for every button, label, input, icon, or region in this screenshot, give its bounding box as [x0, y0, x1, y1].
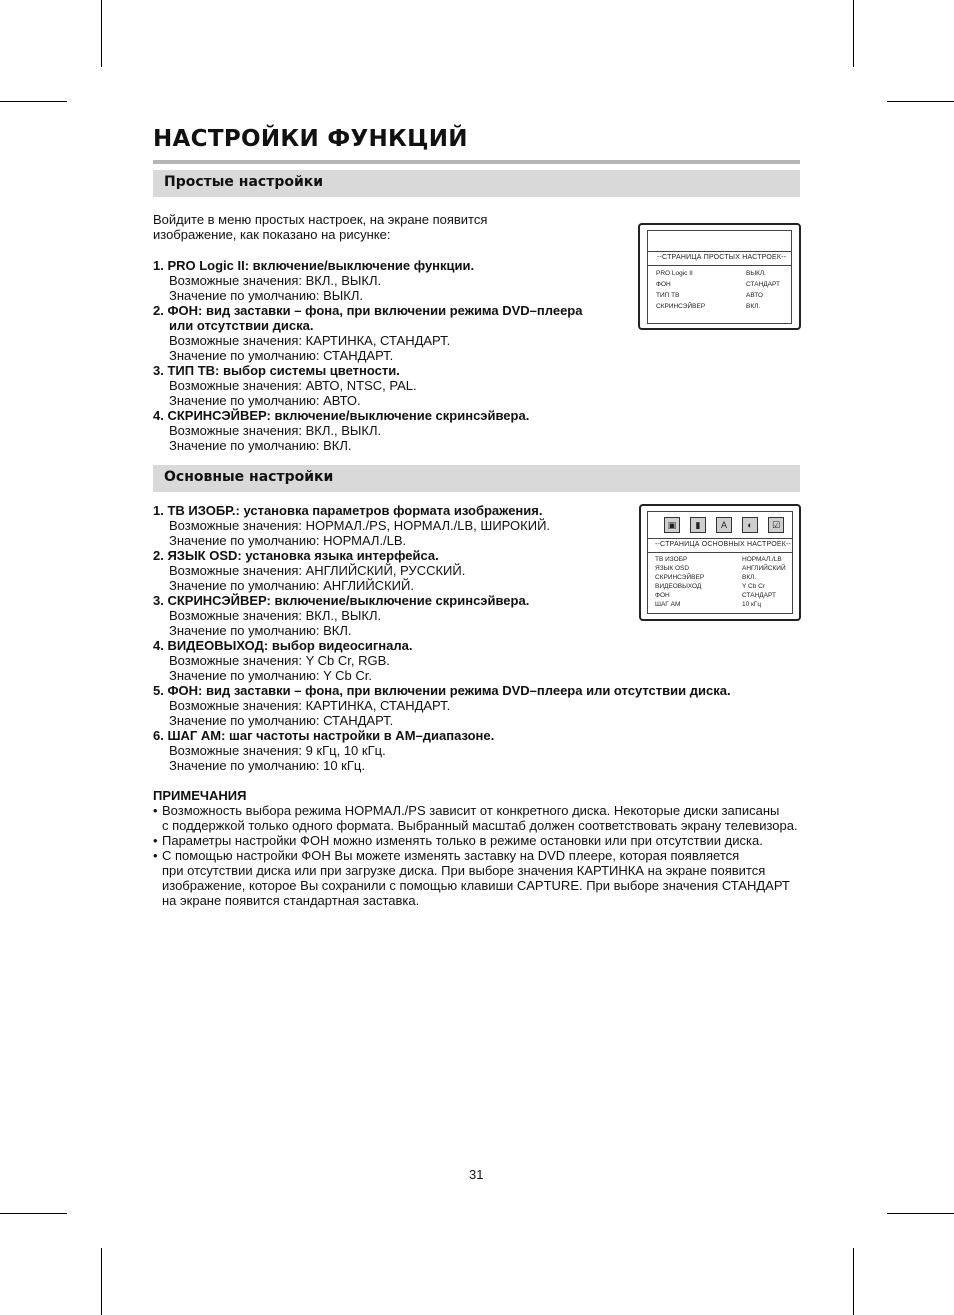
crop-mark: [887, 1213, 954, 1214]
item-line: Значение по умолчанию: СТАНДАРТ.: [169, 713, 394, 728]
row-label: СКРИНСЭЙВЕР: [655, 574, 705, 581]
settings-icon: ☑: [768, 517, 784, 533]
crop-mark: [101, 0, 102, 67]
section-title: Простые настройки: [164, 174, 324, 190]
item-line: Значение по умолчанию: ВКЛ.: [169, 438, 352, 453]
item-line: Возможные значения: НОРМАЛ./PS, НОРМАЛ./LB, ШИРОКИЙ.: [169, 518, 551, 533]
tv-icon: ▣: [664, 517, 680, 533]
item-line: Возможные значения: Y Cb Cr, RGB.: [169, 653, 390, 668]
item-line: Возможные значения: АНГЛИЙСКИЙ, РУССКИЙ.: [169, 563, 466, 578]
note-item: [153, 848, 798, 908]
note-line: изображение, которое Вы сохранили с помощью клавиши CAPTURE. При выборе значения СТАНДАРТ: [162, 878, 790, 893]
screen-row-value: [746, 291, 763, 300]
item-heading: 4. ВИДЕОВЫХОД: выбор видеосигнала.: [153, 638, 413, 653]
row-value: АВТО: [746, 292, 763, 299]
screen-row: [655, 564, 689, 573]
item-line: Возможные значения: ВКЛ., ВЫКЛ.: [169, 423, 382, 438]
item-heading: 3. СКРИНСЭЙВЕР: включение/выключение скринсэйвера.: [153, 593, 530, 608]
divider: [648, 538, 792, 539]
row-label: ТИП ТВ: [656, 292, 680, 299]
row-value: ВКЛ.: [746, 303, 761, 310]
screen-row-value: [746, 302, 760, 311]
page-title: НАСТРОЙКИ ФУНКЦИЙ: [153, 126, 468, 152]
note-line: на экране появится стандартная заставка.: [162, 893, 420, 908]
row-label: ВИДЕОВЫХОД: [655, 583, 702, 590]
intro-text: [153, 212, 487, 242]
screen-row: [655, 591, 670, 600]
intro-line: изображение, как показано на рисунке:: [153, 227, 391, 242]
note-item: [153, 833, 798, 848]
item-heading-cont: или отсутствии диска.: [169, 318, 314, 333]
item-line: Значение по умолчанию: АНГЛИЙСКИЙ.: [169, 578, 414, 593]
row-label: СКРИНСЭЙВЕР: [656, 303, 706, 310]
simple-settings-list: [153, 258, 582, 453]
note-line: • С помощью настройки ФОН Вы можете изменять заставку на DVD плеере, которая появляется: [162, 848, 740, 863]
screen-row: [655, 582, 701, 591]
note-item: [153, 803, 798, 833]
item-heading: 1. ТВ ИЗОБР.: установка параметров формата изображения.: [153, 503, 543, 518]
note-line: • Возможность выбора режима НОРМАЛ./PS зависит от конкретного диска. Некоторые диски записаны: [162, 803, 780, 818]
item-line: Возможные значения: ВКЛ., ВЫКЛ.: [169, 608, 382, 623]
section-title: Основные настройки: [164, 469, 334, 485]
screen-row-value: [742, 573, 756, 582]
row-value: СТАНДАРТ: [746, 281, 781, 288]
row-value: СТАНДАРТ: [742, 592, 777, 599]
list-item: [153, 303, 582, 363]
item-heading: 5. ФОН: вид заставки – фона, при включении режима DVD–плеера или отсутствии диска.: [153, 683, 731, 698]
crop-mark: [853, 0, 854, 67]
divider: [648, 251, 791, 252]
item-line: Возможные значения: ВКЛ., ВЫКЛ.: [169, 273, 382, 288]
speaker-icon: ▮: [690, 517, 706, 533]
screen-row-value: [742, 555, 782, 564]
item-heading: 2. ФОН: вид заставки – фона, при включении режима DVD–плеера: [153, 303, 583, 318]
item-line: Значение по умолчанию: ВКЛ.: [169, 623, 352, 638]
crop-mark: [101, 1248, 102, 1315]
row-label: ФОН: [655, 592, 670, 599]
item-line: Значение по умолчанию: СТАНДАРТ.: [169, 348, 394, 363]
letter-a-icon: A: [716, 517, 732, 533]
simple-settings-screen: [638, 223, 801, 330]
note-line: с поддержкой только одного формата. Выбранный масштаб должен соответствовать экрану телевизора.: [162, 818, 798, 833]
row-value: АНГЛИЙСКИЙ: [742, 565, 786, 572]
crop-mark: [887, 101, 954, 102]
screen-row: [655, 600, 680, 609]
item-line: Возможные значения: 9 кГц, 10 кГц.: [169, 743, 386, 758]
screen-row: [656, 302, 705, 311]
screen-header: --СТРАНИЦА ПРОСТЫХ НАСТРОЕК--: [657, 254, 787, 261]
note-line: при отсутствии диска или при загрузке диска. При выборе значения КАРТИНКА на экране появится: [162, 863, 766, 878]
item-line: Возможные значения: КАРТИНКА, СТАНДАРТ.: [169, 698, 451, 713]
crop-mark: [853, 1248, 854, 1315]
item-line: Возможные значения: АВТО, NTSC, PAL.: [169, 378, 417, 393]
section-header-simple: [153, 170, 800, 197]
crop-mark: [0, 1213, 67, 1214]
section-header-main: [153, 465, 800, 492]
row-label: ЯЗЫК OSD: [655, 565, 690, 572]
intro-line: Войдите в меню простых настроек, на экране появится: [153, 212, 488, 227]
row-label: ФОН: [656, 281, 671, 288]
list-item: [153, 408, 582, 453]
crop-mark: [0, 101, 67, 102]
divider: [648, 265, 791, 266]
notes-title: ПРИМЕЧАНИЯ: [153, 788, 247, 803]
list-item: [153, 258, 582, 303]
screen-row-value: [742, 591, 776, 600]
main-settings-screen: [639, 504, 801, 621]
row-label: PRO Logic II: [656, 270, 693, 277]
screen-row: [656, 291, 679, 300]
screen-row-value: [742, 600, 761, 609]
item-line: Значение по умолчанию: Y Cb Cr.: [169, 668, 372, 683]
page-number: 31: [469, 1167, 484, 1182]
note-line: • Параметры настройки ФОН можно изменять только в режиме остановки или при отсутствии диска.: [162, 833, 763, 848]
screen-row: [656, 269, 693, 278]
item-line: Значение по умолчанию: 10 кГц.: [169, 758, 365, 773]
item-heading: 6. ШАГ АМ: шаг частоты настройки в АМ–диапазоне.: [153, 728, 495, 743]
item-line: Значение по умолчанию: АВТО.: [169, 393, 361, 408]
screen-row-value: [746, 269, 766, 278]
screen-row: [655, 573, 704, 582]
item-line: Значение по умолчанию: ВЫКЛ.: [169, 288, 363, 303]
screen-row: [655, 555, 687, 564]
item-heading: 4. СКРИНСЭЙВЕР: включение/выключение скринсэйвера.: [153, 408, 530, 423]
screen-header: --СТРАНИЦА ОСНОВНЫХ НАСТРОЕК--: [655, 541, 792, 548]
screen-row-value: [746, 280, 780, 289]
audio-icon: ◐: [742, 517, 758, 533]
list-item: [153, 683, 731, 728]
list-item: [153, 638, 731, 683]
screen-panel: [647, 230, 792, 324]
notes-list: [153, 803, 798, 908]
item-line: Значение по умолчанию: НОРМАЛ./LB.: [169, 533, 407, 548]
screen-panel: [647, 511, 793, 614]
row-value: ВКЛ.: [742, 574, 757, 581]
item-heading: 1. PRO Logic II: включение/выключение функции.: [153, 258, 475, 273]
title-rule: [153, 160, 800, 164]
row-value: Y Cb Cr: [742, 583, 765, 590]
row-value: НОРМАЛ./LB: [742, 556, 782, 563]
screen-row-value: [742, 564, 786, 573]
item-line: Возможные значения: КАРТИНКА, СТАНДАРТ.: [169, 333, 451, 348]
row-value: 10 кГц: [742, 601, 762, 608]
screen-row-value: [742, 582, 765, 591]
row-label: ШАГ АМ: [655, 601, 681, 608]
item-heading: 2. ЯЗЫК OSD: установка языка интерфейса.: [153, 548, 439, 563]
row-value: ВЫКЛ.: [746, 270, 766, 277]
item-heading: 3. ТИП ТВ: выбор системы цветности.: [153, 363, 400, 378]
divider: [648, 552, 792, 553]
screen-row: [656, 280, 671, 289]
list-item: [153, 363, 582, 408]
list-item: [153, 728, 731, 773]
row-label: ТВ ИЗОБР: [655, 556, 688, 563]
